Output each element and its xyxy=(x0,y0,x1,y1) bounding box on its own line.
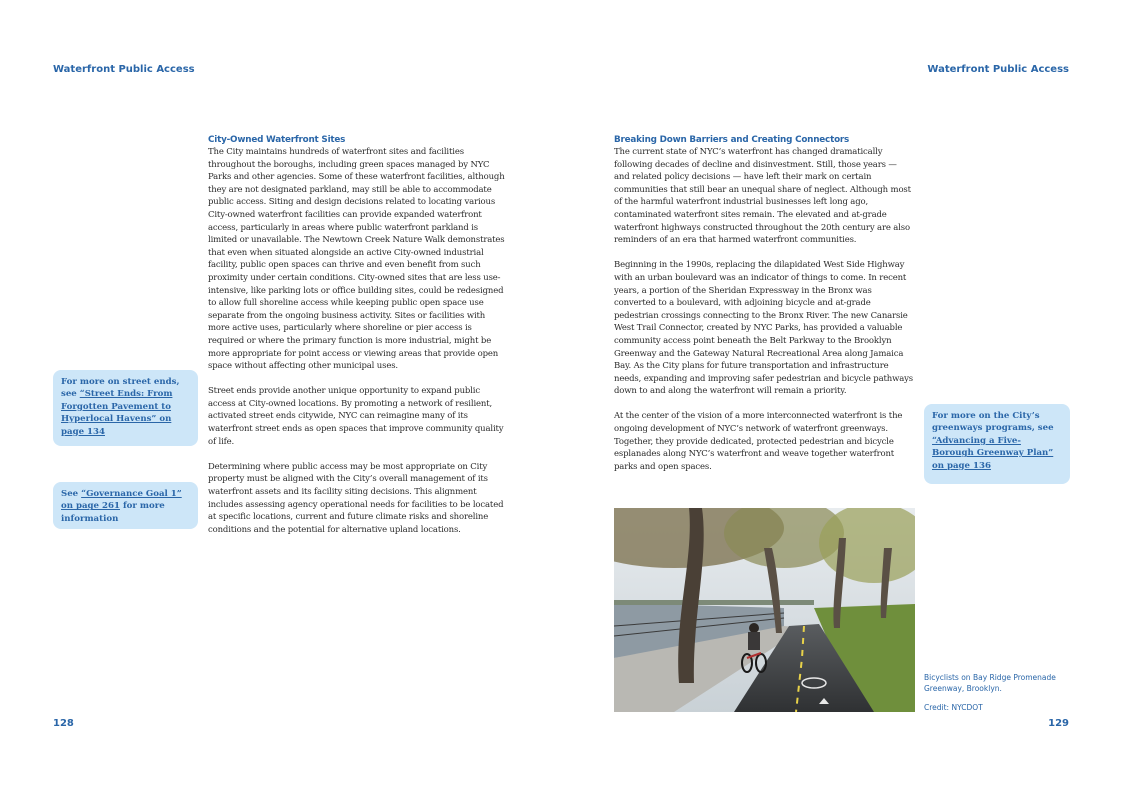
section-heading-city-owned-sites: City-Owned Waterfront Sites xyxy=(208,135,346,145)
callout-text: See xyxy=(61,489,82,499)
greenway-photo-illustration xyxy=(614,508,915,712)
greenway-plan-link[interactable]: “Advancing a Five-Borough Greenway Plan” on page 136 xyxy=(932,435,1054,471)
left-column xyxy=(208,134,508,549)
callout-governance xyxy=(53,482,198,529)
body-paragraph: Determining where public access may be most appropriate on City property must be aligned with the City’s overall management of its waterfront assets and its facility siting decisions. This alignment includes assessing agency operational needs for facilities to be located at specific locations, current and future climate risks and shoreline conditions and the potential for alternative upland locations. xyxy=(208,461,504,535)
photo-credit: Credit: NYCDOT xyxy=(924,703,983,712)
callout-text: For more on the City’s greenways programs, see xyxy=(932,411,1054,434)
right-column xyxy=(614,134,914,486)
body-paragraph: At the center of the vision of a more interconnected waterfront is the ongoing development of NYC’s network of waterfront greenways. Together, they provide dedicated, protected pedestrian and bicycle esplanades along NYC’s waterfront and weave together waterfront parks and open spaces. xyxy=(614,411,903,472)
photo-caption: Bicyclists on Bay Ridge Promenade Greenway, Brooklyn. xyxy=(924,673,1056,693)
running-header-right: Waterfront Public Access xyxy=(927,64,1069,75)
callout-street-ends xyxy=(53,370,198,446)
body-paragraph: Street ends provide another unique opportunity to expand public access at City-owned locations. By promoting a network of resilient, activated street ends citywide, NYC can reimagine many of its waterfront street ends as open spaces that improve community quality of life. xyxy=(208,386,504,447)
callout-text: For more on street ends, see xyxy=(61,377,180,400)
page-number-left: 128 xyxy=(53,718,74,729)
callout-greenways xyxy=(924,404,1070,484)
body-paragraph: Beginning in the 1990s, replacing the dilapidated West Side Highway with an urban boulevard was an indicator of things to come. In recent years, a portion of the Sheridan Expressway in the Bronx was converted to a boulevard, with adjoining bicycle and at-grade pedestrian crossings connecting to the Bronx River. The new Canarsie West Trail Connector, created by NYC Parks, has provided a valuable community access point beneath the Belt Parkway to the Brooklyn Greenway and the Gateway Natural Recreational Area along Jamaica Bay. As the City plans for future transportation and infrastructure needs, expanding and improving safer pedestrian and bicycle pathways down to and along the waterfront will remain a priority. xyxy=(614,260,913,397)
running-header-left: Waterfront Public Access xyxy=(53,64,195,75)
page-number-right: 129 xyxy=(1048,718,1069,729)
body-paragraph: The City maintains hundreds of waterfront sites and facilities throughout the boroughs, including green spaces managed by NYC Parks and other agencies. Some of these waterfront facilities, although they are not designated parkland, may still be able to accommodate public access. Siting and design decisions related to locating various City-owned waterfront facilities can provide expanded waterfront access, particularly in areas where public waterfront parkland is limited or unavailable. The Newtown Creek Nature Walk demonstrates that even when situated alongside an active City-owned industrial facility, public open spaces can thrive and even benefit from such proximity under certain conditions. City-owned sites that are less use-intensive, like parking lots or office building sites, could be redesigned to allow full shoreline access while keeping public open space use separate from the ongoing business activity. Sites or facilities with more active uses, particularly where shoreline or pier access is required or where the primary function is more industrial, might be more appropriate for point access or viewing areas that provide open space without affecting other municipal uses. xyxy=(208,147,505,372)
callout-text: for more information xyxy=(61,501,165,524)
governance-goal-link[interactable]: “Governance Goal 1” on page 261 xyxy=(61,489,182,512)
body-paragraph: The current state of NYC’s waterfront has changed dramatically following decades of decline and disinvestment. Still, those years — and related policy decisions — have left their mark on certain communities that still bear an unequal share of neglect. Although most of the harmful waterfront industrial businesses left long ago, contaminated waterfront sites remain. The elevated and at-grade waterfront highways constructed throughout the 20th century are also reminders of an era that harmed waterfront communities. xyxy=(614,147,911,246)
street-ends-link[interactable]: “Street Ends: From Forgotten Pavement to Hyperlocal Havens” on page 134 xyxy=(61,389,173,437)
section-heading-breaking-barriers: Breaking Down Barriers and Creating Connectors xyxy=(614,135,850,145)
greenway-photo xyxy=(614,508,915,712)
